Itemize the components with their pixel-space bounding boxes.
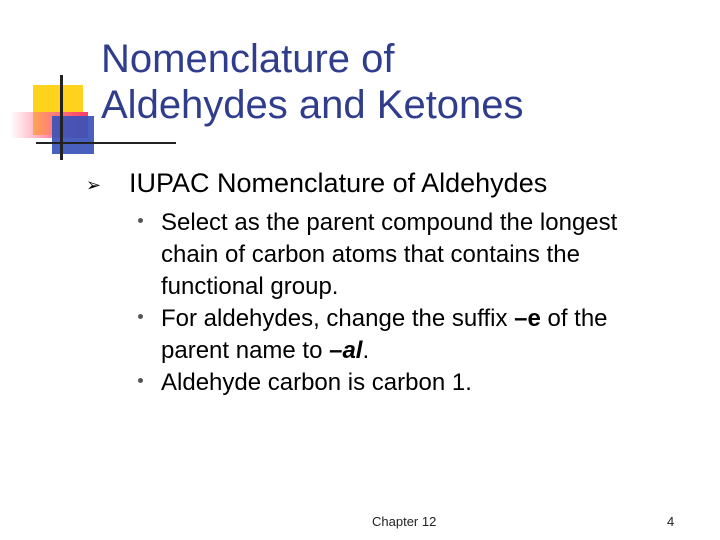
logo-vertical-line: [60, 75, 63, 160]
bullet-dot-icon: [138, 314, 143, 319]
slide-title: [101, 36, 701, 128]
bullet-list: [161, 207, 711, 399]
title-underline: [36, 142, 176, 144]
bullet-item: [161, 207, 711, 303]
title-line-2: Aldehydes and Ketones: [101, 83, 524, 127]
suffix-e: –e: [514, 305, 541, 332]
level1-text: IUPAC Nomenclature of Aldehydes: [129, 168, 548, 198]
title-line-1: Nomenclature of: [101, 37, 395, 81]
bullet-line: Aldehyde carbon is carbon 1.: [161, 369, 472, 396]
bullet-text: .: [362, 337, 370, 364]
bullet-dot-icon: [138, 218, 143, 223]
arrow-bullet-icon: ➢: [86, 175, 102, 195]
logo-blue-square: [52, 116, 94, 154]
bullet-text: parent name to: [161, 337, 330, 364]
page-number: 4: [667, 514, 675, 529]
bullet-item: [161, 367, 711, 399]
footer-chapter: Chapter 12: [372, 514, 437, 529]
suffix-al: –al: [329, 337, 363, 364]
bullet-item: [161, 303, 711, 367]
bullet-dot-icon: [138, 378, 143, 383]
bullet-line: chain of carbon atoms that contains the: [161, 241, 580, 268]
bullet-line: functional group.: [161, 273, 339, 300]
bullet-text: For aldehydes, change the suffix: [161, 305, 515, 332]
bullet-text: of the: [540, 305, 608, 332]
bullet-line: Select as the parent compound the longest: [161, 209, 618, 236]
